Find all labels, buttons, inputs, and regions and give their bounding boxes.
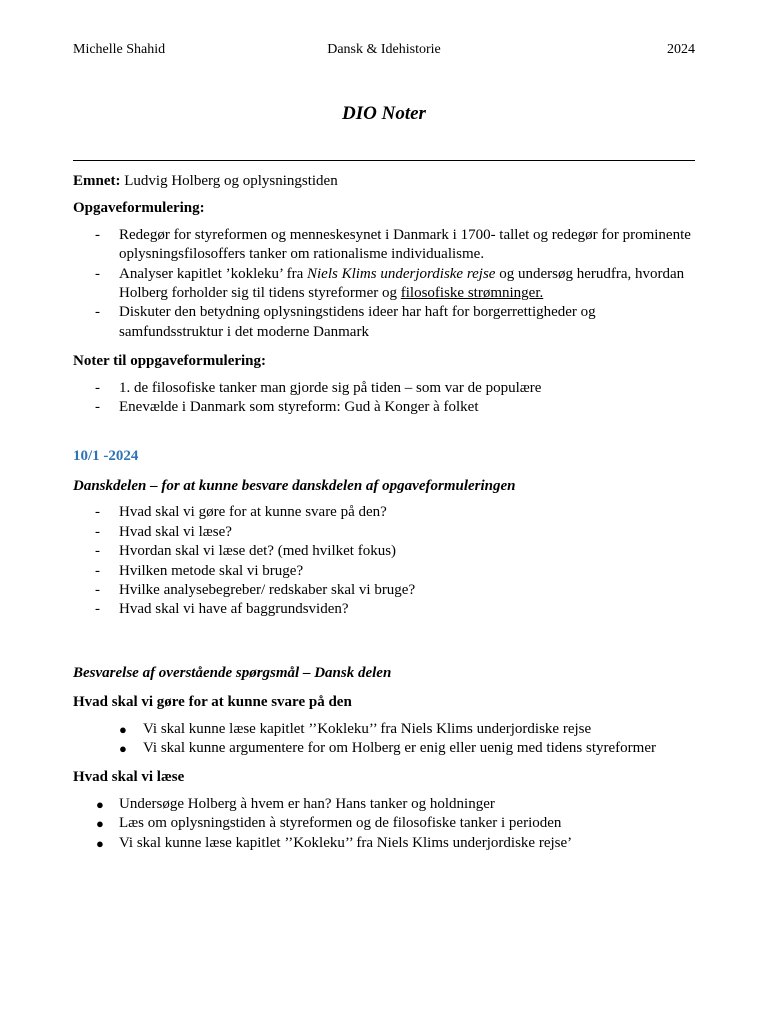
dash-marker: -	[95, 581, 100, 598]
q1-heading: Hvad skal vi gøre for at kunne svare på den	[73, 694, 352, 711]
list-item: - Enevælde i Danmark som styreform: Gud à Konger à folket	[73, 398, 695, 417]
task-heading: Opgaveformulering:	[73, 200, 205, 217]
list-item: - Hvad skal vi læse?	[73, 523, 695, 542]
list-item: ● Vi skal kunne læse kapitlet ’’Kokleku’’ fra Niels Klims underjordiske rejse	[73, 720, 695, 739]
list-item: - Hvordan skal vi læse det? (med hvilket fokus)	[73, 542, 695, 561]
document-title: DIO Noter	[342, 103, 426, 124]
q2-heading: Hvad skal vi læse	[73, 769, 185, 786]
list-item: - Redegør for styreformen og menneskesynet i Danmark i 1700- tallet og redegør for prominente oplysningsfilosoffers tanker om rationalisme individualisme.	[95, 226, 691, 263]
q2-list	[73, 795, 695, 853]
list-item: ● Undersøge Holberg à hvem er han? Hans tanker og holdninger	[73, 795, 695, 814]
list-item: ● Vi skal kunne læse kapitlet ’’Kokleku’’ fra Niels Klims underjordiske rejse’	[73, 834, 695, 853]
dash-marker: -	[95, 265, 100, 282]
dash-marker: -	[95, 226, 100, 243]
topic-label: Emnet:	[73, 173, 121, 189]
list-item: - Hvilken metode skal vi bruge?	[73, 562, 695, 581]
header-author: Michelle Shahid	[73, 42, 166, 57]
title-divider	[73, 160, 695, 161]
date-heading: 10/1 -2024	[73, 448, 139, 465]
q1-list	[73, 720, 695, 759]
bullet-marker: ●	[119, 740, 127, 756]
notes-list	[73, 379, 695, 418]
document-body	[73, 172, 695, 853]
bullet-marker: ●	[96, 796, 104, 812]
underlined-text: filosofiske strømninger.	[400, 285, 544, 302]
page-header	[73, 42, 695, 60]
danskdelen-heading: Danskdelen – for at kunne besvare danskdelen af opgaveformuleringen	[73, 477, 516, 494]
list-item: - Diskuter den betydning oplysningstidens ideer har haft for borgerrettigheder og samfundsstruktur i det moderne Danmark	[95, 304, 596, 340]
list-item: - Hvad skal vi gøre for at kunne svare på den?	[73, 503, 695, 522]
dash-marker: -	[95, 601, 100, 618]
header-course: Dansk & Idehistorie	[327, 42, 441, 57]
dash-marker: -	[95, 523, 100, 540]
list-item: - 1. de filosofiske tanker man gjorde sig på tiden – som var de populære	[73, 379, 695, 398]
bullet-marker: ●	[96, 835, 104, 851]
list-item: - Hvilke analysebegreber/ redskaber skal vi bruge?	[73, 581, 695, 600]
header-year: 2024	[667, 42, 695, 57]
danskdelen-list	[73, 503, 695, 619]
bullet-marker: ●	[96, 816, 104, 832]
besvarelse-heading: Besvarelse af overstående spørgsmål – Dansk delen	[73, 664, 392, 681]
dash-marker: -	[95, 504, 100, 521]
list-item: ● Vi skal kunne argumentere for om Holberg er enig eller uenig med tidens styreformer	[73, 739, 695, 758]
topic-value: Ludvig Holberg og oplysningstiden	[120, 173, 338, 189]
list-item: - Analyser kapitlet ’kokleku’ fra Niels Klims underjordiske rejse og undersøg herudfra, hvordan Holberg forholder sig til tidens styreformer og filosofiske strømninger.	[95, 265, 685, 302]
dash-marker: -	[95, 562, 100, 579]
dash-marker: -	[95, 543, 100, 560]
dash-marker: -	[95, 399, 100, 416]
dash-marker: -	[95, 379, 100, 396]
bullet-marker: ●	[119, 721, 127, 737]
topic-line	[73, 172, 695, 191]
list-item: ● Læs om oplysningstiden à styreformen og de filosofiske tanker i perioden	[73, 814, 695, 833]
notes-heading: Noter til oppgaveformulering:	[73, 353, 267, 370]
dash-marker: -	[95, 304, 100, 321]
book-title: Niels Klims underjordiske rejse	[306, 265, 496, 282]
task-list	[73, 226, 695, 342]
list-item: - Hvad skal vi have af baggrundsviden?	[73, 600, 695, 619]
